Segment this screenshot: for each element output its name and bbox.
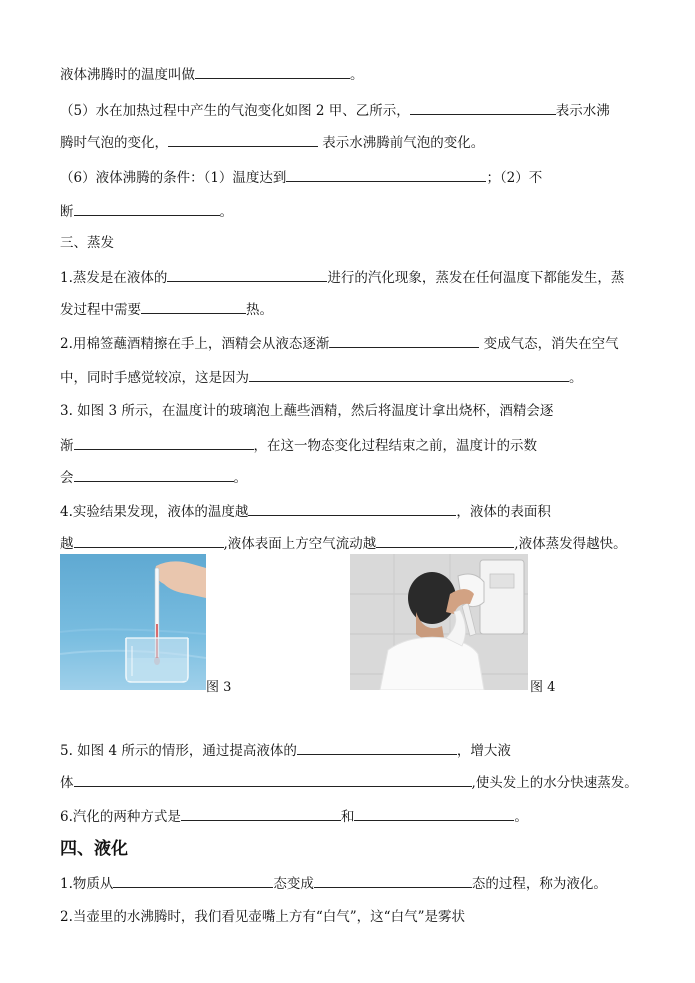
line-text: 液体沸腾时的温度叫做 (60, 67, 195, 83)
text-line (60, 166, 642, 188)
line-text: ，液体的表面积 (456, 504, 551, 520)
line-text: 。 (569, 370, 583, 386)
text-line (60, 332, 642, 354)
text-line (60, 366, 642, 388)
line-text: ；（2）不 (486, 170, 543, 186)
answer-blank[interactable] (74, 771, 472, 787)
line-text: 中，同时手感觉较凉，这是因为 (60, 370, 249, 386)
text-line (60, 500, 642, 522)
answer-blank[interactable] (249, 366, 569, 382)
line-text: 腾时气泡的变化， (60, 135, 168, 151)
thermometer-beaker-illustration (60, 554, 206, 690)
line-text: 1.蒸发是在液体的 (60, 270, 168, 286)
line-text: 态的过程，称为液化。 (471, 876, 607, 892)
line-text: 。 (233, 470, 247, 486)
answer-blank[interactable] (74, 200, 220, 216)
section-title-liquefaction (60, 836, 642, 862)
line-text: 断 (60, 204, 74, 220)
text-line (60, 434, 642, 456)
line-text: 。 (514, 809, 528, 825)
line-text: 越 (60, 536, 74, 552)
line-text: 5. 如图 4 所示的情形，通过提高液体的 (60, 743, 297, 759)
line-text: ,液体蒸发得越快。 (514, 536, 627, 552)
figure-3-image (60, 554, 206, 690)
line-text: 3. 如图 3 所示，在温度计的玻璃泡上蘸些酒精，然后将温度计拿出烧杯，酒精会逐 (60, 403, 554, 419)
line-text: 发过程中需要 (60, 302, 141, 318)
answer-blank[interactable] (410, 99, 556, 115)
text-line (60, 872, 642, 894)
answer-blank[interactable] (113, 872, 273, 888)
line-text: 2.用棉签蘸酒精擦在手上，酒精会从液态逐渐 (60, 336, 330, 352)
text-line (60, 266, 642, 288)
answer-blank[interactable] (74, 466, 234, 482)
answer-blank[interactable] (286, 166, 486, 182)
text-line (60, 400, 642, 422)
answer-blank[interactable] (168, 131, 318, 147)
text-line (60, 771, 642, 793)
line-text: ,使头发上的水分快速蒸发。 (471, 775, 638, 791)
text-line (60, 805, 642, 827)
line-text: ，在这一物态变化过程结束之前，温度计的示数 (253, 438, 537, 454)
line-text: 表示水沸 (555, 103, 610, 119)
line-text: （6）液体沸腾的条件：（1）温度达到 (60, 170, 287, 186)
answer-blank[interactable] (195, 63, 350, 79)
answer-blank[interactable] (248, 500, 456, 516)
answer-blank[interactable] (181, 805, 341, 821)
text-line (60, 466, 642, 488)
answer-blank[interactable] (74, 434, 254, 450)
line-text: 。 (350, 67, 364, 83)
answer-blank[interactable] (354, 805, 514, 821)
answer-blank[interactable] (376, 532, 514, 548)
section-title-evaporation (60, 232, 642, 254)
figure-4-caption: 图 4 (530, 680, 556, 695)
answer-blank[interactable] (297, 739, 457, 755)
line-text: 渐 (60, 438, 74, 454)
line-text: 态变成 (273, 876, 314, 892)
answer-blank[interactable] (74, 532, 224, 548)
answer-blank[interactable] (329, 332, 479, 348)
answer-blank[interactable] (314, 872, 472, 888)
text-line (60, 906, 642, 928)
text-line (60, 63, 642, 85)
line-text: 1.物质从 (60, 876, 114, 892)
answer-blank[interactable] (167, 266, 327, 282)
section-title: 四、液化 (60, 839, 128, 859)
line-text: 6.汽化的两种方式是 (60, 809, 181, 825)
line-text: 热。 (246, 302, 273, 318)
line-text: 会 (60, 470, 74, 486)
text-line (60, 298, 642, 320)
line-text: 和 (340, 809, 355, 825)
section-title: 三、蒸发 (60, 235, 114, 251)
text-line (60, 99, 642, 121)
line-text: ，增大液 (456, 743, 511, 759)
line-text: 。 (219, 204, 233, 220)
figure-4-image (350, 554, 528, 690)
figure-3-caption: 图 3 (206, 680, 232, 695)
line-text: 变成气态，消失在空气 (479, 336, 619, 352)
text-line (60, 200, 642, 222)
line-text: 2.当壶里的水沸腾时，我们看见壶嘴上方有“白气”，这“白气”是雾状 (60, 909, 465, 925)
answer-blank[interactable] (141, 298, 246, 314)
line-text: ,液体表面上方空气流动越 (223, 536, 377, 552)
line-text: 表示水沸腾前气泡的变化。 (318, 135, 485, 151)
text-line (60, 532, 642, 554)
line-text: 体 (60, 775, 74, 791)
hair-dryer-illustration (350, 554, 528, 690)
line-text: 4.实验结果发现，液体的温度越 (60, 504, 249, 520)
line-text: 进行的汽化现象，蒸发在任何温度下都能发生，蒸 (327, 270, 625, 286)
line-text: （5）水在加热过程中产生的气泡变化如图 2 甲、乙所示， (60, 103, 410, 119)
text-line (60, 131, 642, 153)
text-line (60, 739, 642, 761)
